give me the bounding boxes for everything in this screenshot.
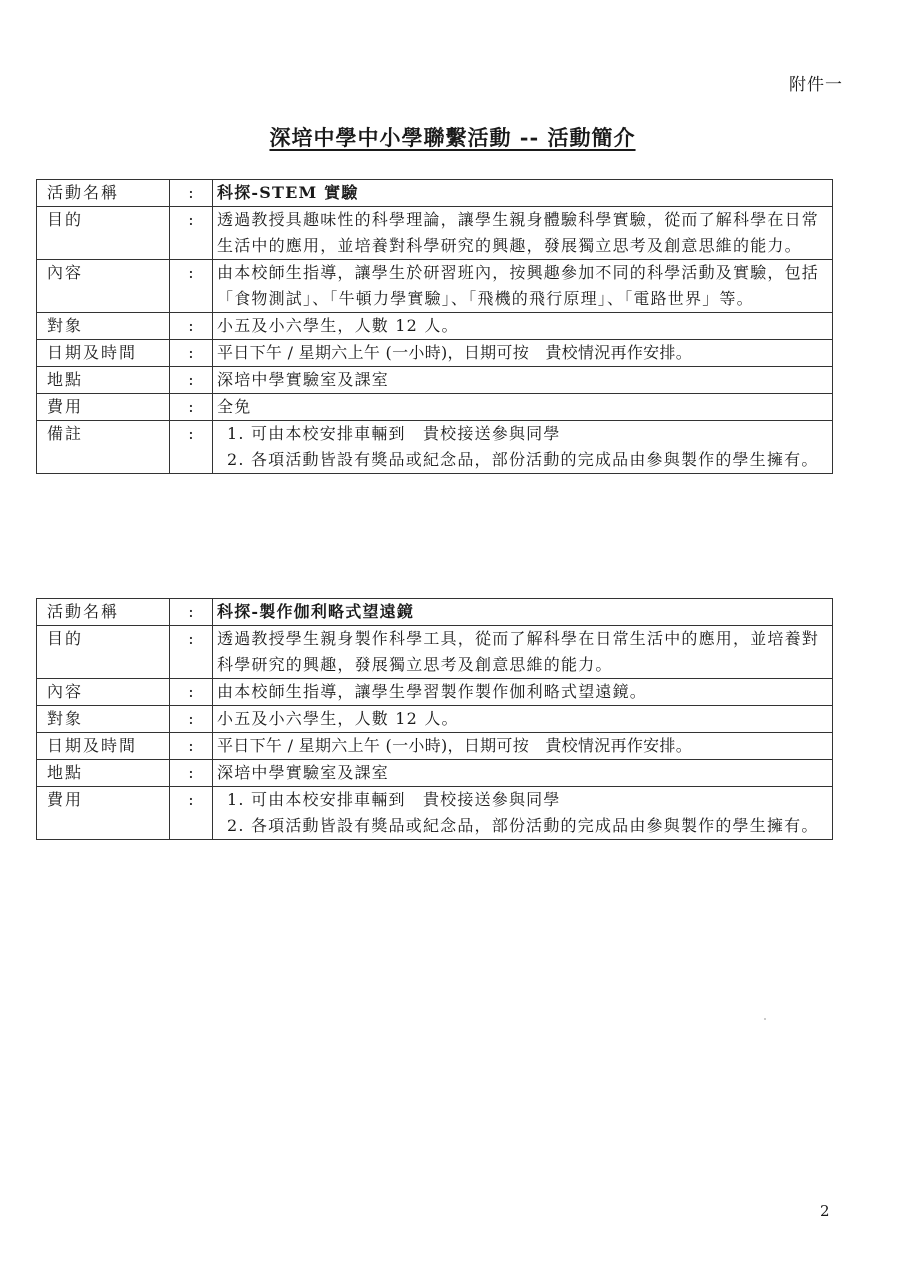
table-row	[37, 787, 833, 840]
row-colon: :	[170, 626, 213, 679]
remark-item: 1. 可由本校安排車輛到 貴校接送參與同學	[227, 424, 561, 443]
table-row	[37, 207, 833, 260]
row-colon: :	[170, 706, 213, 733]
target-text: 小五及小六學生，人數 12 人。	[213, 313, 833, 340]
notes-list	[217, 787, 828, 839]
row-label: 內容	[37, 679, 170, 706]
remark-item: 2. 各項活動皆設有獎品或紀念品，部份活動的完成品由參與製作的學生擁有。	[227, 450, 819, 469]
page-number: 2	[820, 1202, 830, 1220]
activity-name: 科探-製作伽利略式望遠鏡	[213, 599, 833, 626]
table-row	[37, 733, 833, 760]
row-colon: :	[170, 313, 213, 340]
row-label: 對象	[37, 313, 170, 340]
table-row	[37, 394, 833, 421]
scan-speck	[764, 1018, 766, 1020]
remarks-list	[217, 421, 828, 473]
row-colon: :	[170, 207, 213, 260]
row-label: 地點	[37, 760, 170, 787]
table-row	[37, 367, 833, 394]
venue-text: 深培中學實驗室及課室	[213, 760, 833, 787]
row-colon: :	[170, 260, 213, 313]
row-colon: :	[170, 340, 213, 367]
target-text: 小五及小六學生，人數 12 人。	[213, 706, 833, 733]
row-colon: :	[170, 421, 213, 474]
document-title-text: 深培中學中小學聯繫活動 -- 活動簡介	[269, 125, 636, 150]
content-text: 由本校師生指導，讓學生於研習班內，按興趣參加不同的科學活動及實驗，包括「食物測試」、「牛頓力學實驗」、「飛機的飛行原理」、「電路世界」等。	[213, 260, 833, 313]
table-row	[37, 260, 833, 313]
activity-table-stem	[36, 179, 833, 474]
activity-name: 科探-STEM 實驗	[213, 180, 833, 207]
row-label: 對象	[37, 706, 170, 733]
row-label: 內容	[37, 260, 170, 313]
row-colon: :	[170, 787, 213, 840]
remarks-cell	[213, 421, 833, 474]
row-label: 目的	[37, 207, 170, 260]
row-label: 費用	[37, 787, 170, 840]
row-colon: :	[170, 367, 213, 394]
datetime-text: 平日下午 / 星期六上午 (一小時)，日期可按 貴校情況再作安排。	[213, 733, 833, 760]
row-label: 活動名稱	[37, 599, 170, 626]
datetime-text: 平日下午 / 星期六上午 (一小時)，日期可按 貴校情況再作安排。	[213, 340, 833, 367]
row-colon: :	[170, 679, 213, 706]
table-row	[37, 313, 833, 340]
note-item: 2. 各項活動皆設有獎品或紀念品，部份活動的完成品由參與製作的學生擁有。	[227, 816, 819, 835]
content-text: 由本校師生指導，讓學生學習製作製作伽利略式望遠鏡。	[213, 679, 833, 706]
purpose-text: 透過教授具趣味性的科學理論，讓學生親身體驗科學實驗，從而了解科學在日常生活中的應用，並培養對科學研究的興趣，發展獨立思考及創意思維的能力。	[213, 207, 833, 260]
row-label: 日期及時間	[37, 733, 170, 760]
row-colon: :	[170, 394, 213, 421]
table-row	[37, 421, 833, 474]
table-row	[37, 706, 833, 733]
row-label: 目的	[37, 626, 170, 679]
row-label: 日期及時間	[37, 340, 170, 367]
row-colon: :	[170, 180, 213, 207]
row-label: 活動名稱	[37, 180, 170, 207]
table-row	[37, 760, 833, 787]
row-colon: :	[170, 733, 213, 760]
table-row	[37, 180, 833, 207]
row-label: 費用	[37, 394, 170, 421]
activity-table-telescope	[36, 598, 833, 840]
table-row	[37, 679, 833, 706]
row-colon: :	[170, 599, 213, 626]
table-row	[37, 340, 833, 367]
fee-notes-cell	[213, 787, 833, 840]
attachment-label: 附件一	[789, 75, 843, 95]
note-item: 1. 可由本校安排車輛到 貴校接送參與同學	[227, 790, 561, 809]
row-label: 地點	[37, 367, 170, 394]
row-label: 備註	[37, 421, 170, 474]
table-row	[37, 599, 833, 626]
fee-text: 全免	[213, 394, 833, 421]
purpose-text: 透過教授學生親身製作科學工具，從而了解科學在日常生活中的應用，並培養對科學研究的興趣，發展獨立思考及創意思維的能力。	[213, 626, 833, 679]
document-title	[0, 122, 905, 152]
venue-text: 深培中學實驗室及課室	[213, 367, 833, 394]
row-colon: :	[170, 760, 213, 787]
table-row	[37, 626, 833, 679]
